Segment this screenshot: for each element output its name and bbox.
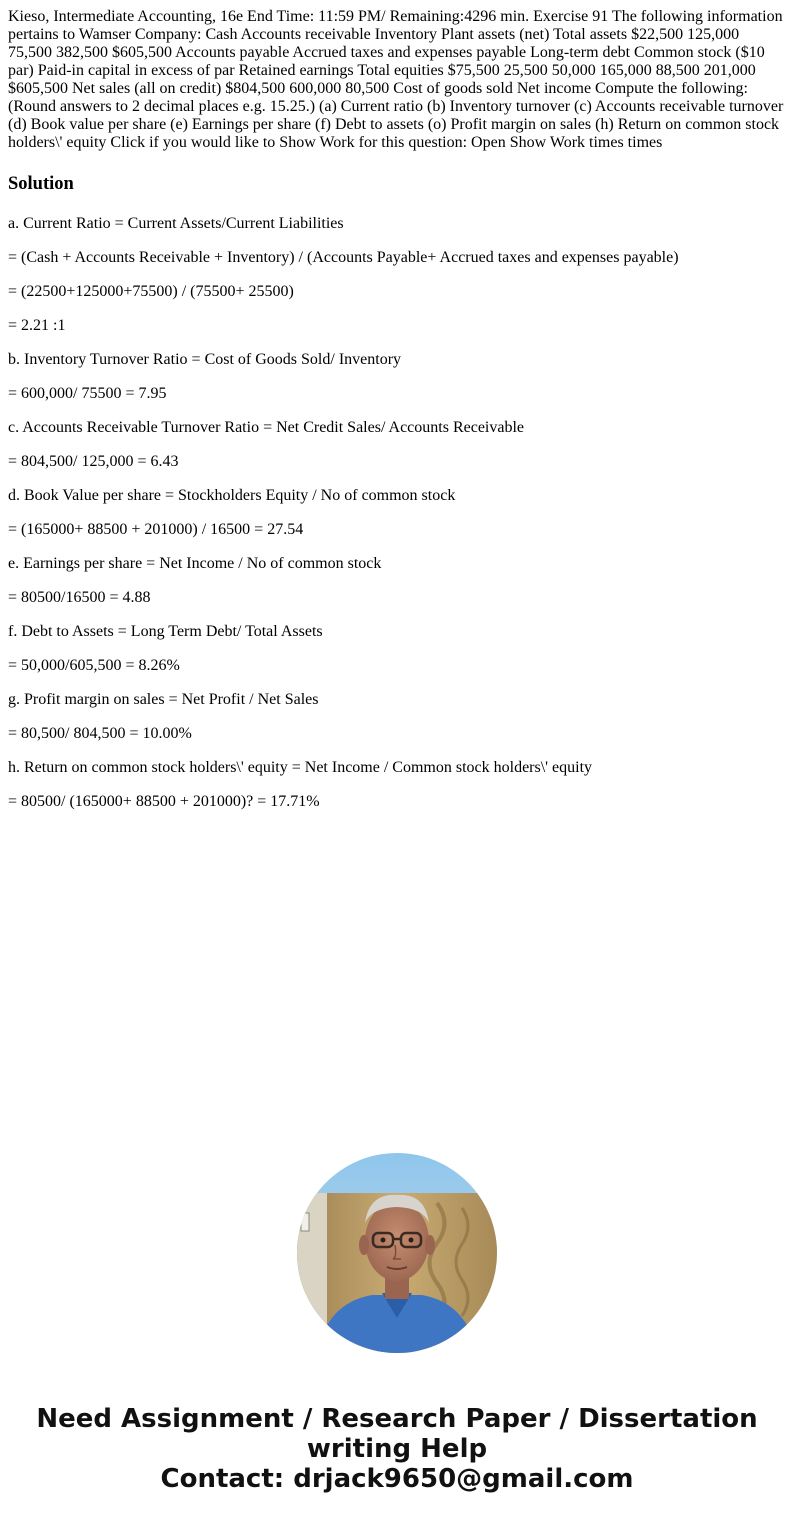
solution-line: a. Current Ratio = Current Assets/Current Liabilities	[8, 215, 344, 232]
solution-line: e. Earnings per share = Net Income / No of common stock	[8, 555, 382, 572]
promo-line: writing Help	[306, 1434, 488, 1464]
solution-line: d. Book Value per share = Stockholders Equity / No of common stock	[8, 487, 456, 504]
solution-line: g. Profit margin on sales = Net Profit / Net Sales	[8, 691, 319, 708]
solution-heading: Solution	[8, 174, 74, 194]
solution-line: = (165000+ 88500 + 201000) / 16500 = 27.54	[8, 521, 304, 538]
question-text: Kieso, Intermediate Accounting, 16e End Time: 11:59 PM/ Remaining:4296 min. Exercise 91 The following information pertains to Wamser Company: Cash Accounts receivable Inventory Plant assets (net) Total assets $22,500 125,000 75,500 382,500 $605,500 Accounts payable Accrued taxes and expenses payable Long-term debt Common stock ($10 par) Paid-in capital in excess of par Retained earnings Total equities $75,500 25,500 50,000 165,000 88,500 201,000 $605,500 Net sales (all on credit) $804,500 600,000 80,500 Cost of goods sold Net income Compute the following: (Round answers to 2 decimal places e.g. 15.25.) (a) Current ratio (b) Inventory turnover (c) Accounts receivable turnover (d) Book value per share (e) Earnings per share (f) Debt to assets (o) Profit margin on sales (h) Return on common stock holders\' equity Click if you would like to Show Work for this question: Open Show Work times times	[8, 8, 784, 151]
solution-line: = 80,500/ 804,500 = 10.00%	[8, 725, 192, 742]
solution-line: h. Return on common stock holders\' equity = Net Income / Common stock holders\' equity	[8, 759, 593, 776]
solution-line: c. Accounts Receivable Turnover Ratio = Net Credit Sales/ Accounts Receivable	[8, 419, 525, 436]
promo-line: Need Assignment / Research Paper / Dissertation	[36, 1404, 758, 1434]
solution-list	[8, 215, 786, 811]
solution-line: = (22500+125000+75500) / (75500+ 25500)	[8, 283, 294, 300]
promo-contact: Contact: drjack9650@gmail.com	[160, 1464, 634, 1494]
author-avatar	[297, 1153, 497, 1353]
promo-banner	[0, 1404, 794, 1494]
solution-line: b. Inventory Turnover Ratio = Cost of Goods Sold/ Inventory	[8, 351, 402, 368]
solution-line: f. Debt to Assets = Long Term Debt/ Total Assets	[8, 623, 323, 640]
solution-line: = 600,000/ 75500 = 7.95	[8, 385, 167, 402]
solution-line: = (Cash + Accounts Receivable + Inventory) / (Accounts Payable+ Accrued taxes and expenses payable)	[8, 249, 679, 266]
solution-line: = 50,000/605,500 = 8.26%	[8, 657, 180, 674]
solution-line: = 2.21 :1	[8, 317, 66, 334]
solution-line: = 80500/16500 = 4.88	[8, 589, 151, 606]
solution-line: = 804,500/ 125,000 = 6.43	[8, 453, 179, 470]
author-portrait-icon	[297, 1153, 497, 1353]
page-content	[8, 8, 786, 811]
solution-line: = 80500/ (165000+ 88500 + 201000)? = 17.71%	[8, 793, 320, 810]
